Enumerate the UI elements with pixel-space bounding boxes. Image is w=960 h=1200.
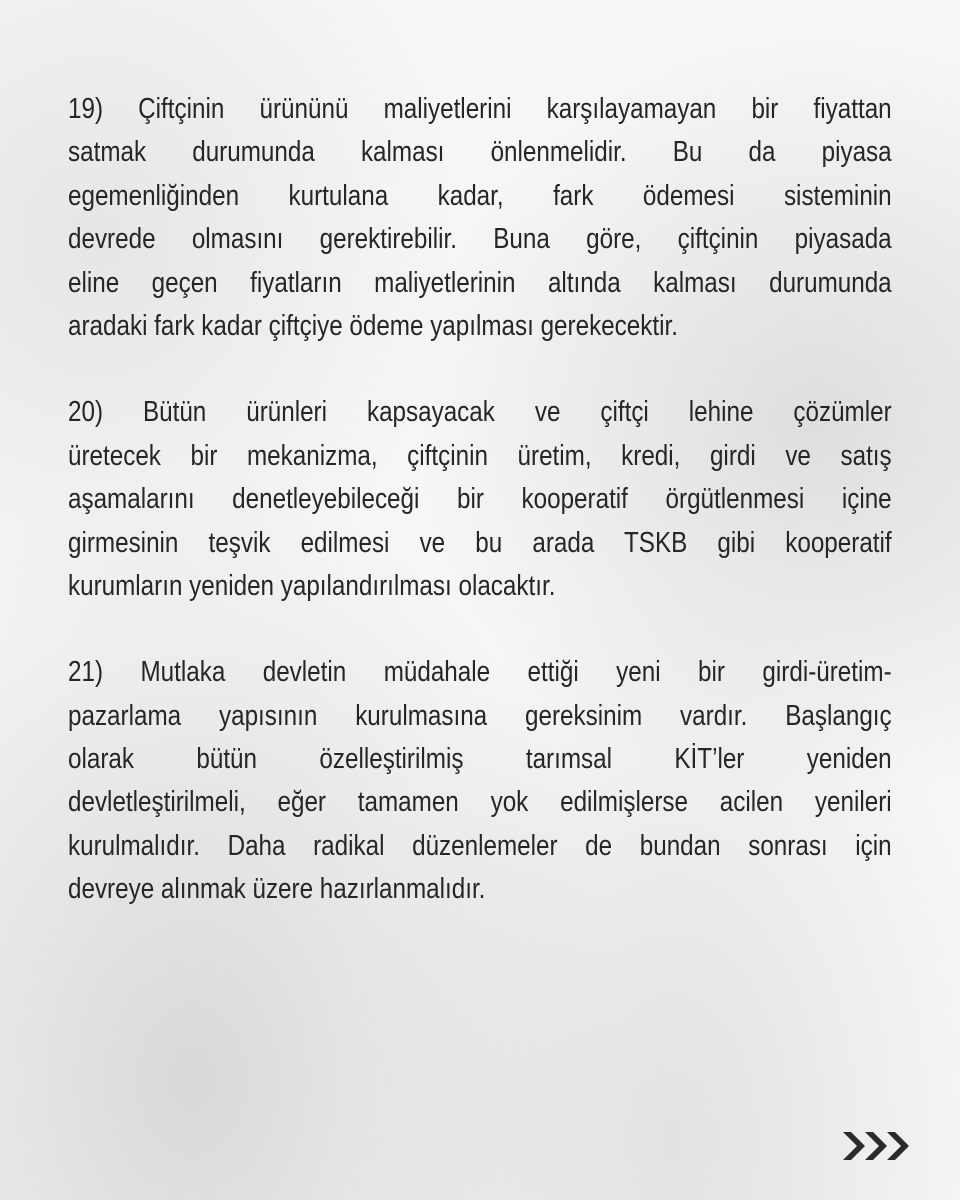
text-line: girmesinin teşvik edilmesi ve bu arada TSKB gibi kooperatif (68, 526, 892, 559)
text-line: olarak bütün özelleştirilmiş tarımsal KİT’ler yeniden (68, 743, 892, 776)
text-line: kurulmalıdır. Daha radikal düzenlemeler de bundan sonrası için (68, 829, 892, 862)
text-line: üretecek bir mekanizma, çiftçinin üretim, kredi, girdi ve satış (68, 439, 892, 472)
text-line: aşamalarını denetleyebileceği bir kooperatif örgütlenmesi içine (68, 483, 892, 516)
text-line: 21) Mutlaka devletin müdahale ettiği yeni bir girdi-üretim- (68, 656, 892, 689)
text-line: aradaki fark kadar çiftçiye ödeme yapılması gerekecektir. (68, 309, 678, 342)
text-line: egemenliğinden kurtulana kadar, fark ödemesi sisteminin (68, 179, 892, 212)
text-line: 19) Çiftçinin ürününü maliyetlerini karşılayamayan bir fiyattan (68, 93, 892, 125)
paragraph-20 (68, 391, 892, 608)
text-line: kurumların yeniden yapılandırılması olacaktır. (68, 569, 556, 602)
text-line: devrede olmasını gerektirebilir. Buna göre, çiftçinin piyasada (68, 223, 892, 256)
text-column (68, 88, 892, 955)
paragraph-21 (68, 651, 892, 911)
text-line: 20) Bütün ürünleri kapsayacak ve çiftçi lehine çözümler (68, 396, 892, 429)
next-arrows-icon[interactable] (843, 1130, 913, 1162)
text-line: devletleştirilmeli, eğer tamamen yok edilmişlerse acilen yenileri (68, 786, 892, 819)
text-line: devreye alınmak üzere hazırlanmalıdır. (68, 873, 486, 906)
text-line: satmak durumunda kalması önlenmelidir. Bu da piyasa (68, 136, 892, 169)
text-line: pazarlama yapısının kurulmasına gereksinim vardır. Başlangıç (68, 699, 892, 732)
text-line: eline geçen fiyatların maliyetlerinin altında kalması durumunda (68, 266, 892, 299)
paragraph-19 (68, 88, 892, 348)
